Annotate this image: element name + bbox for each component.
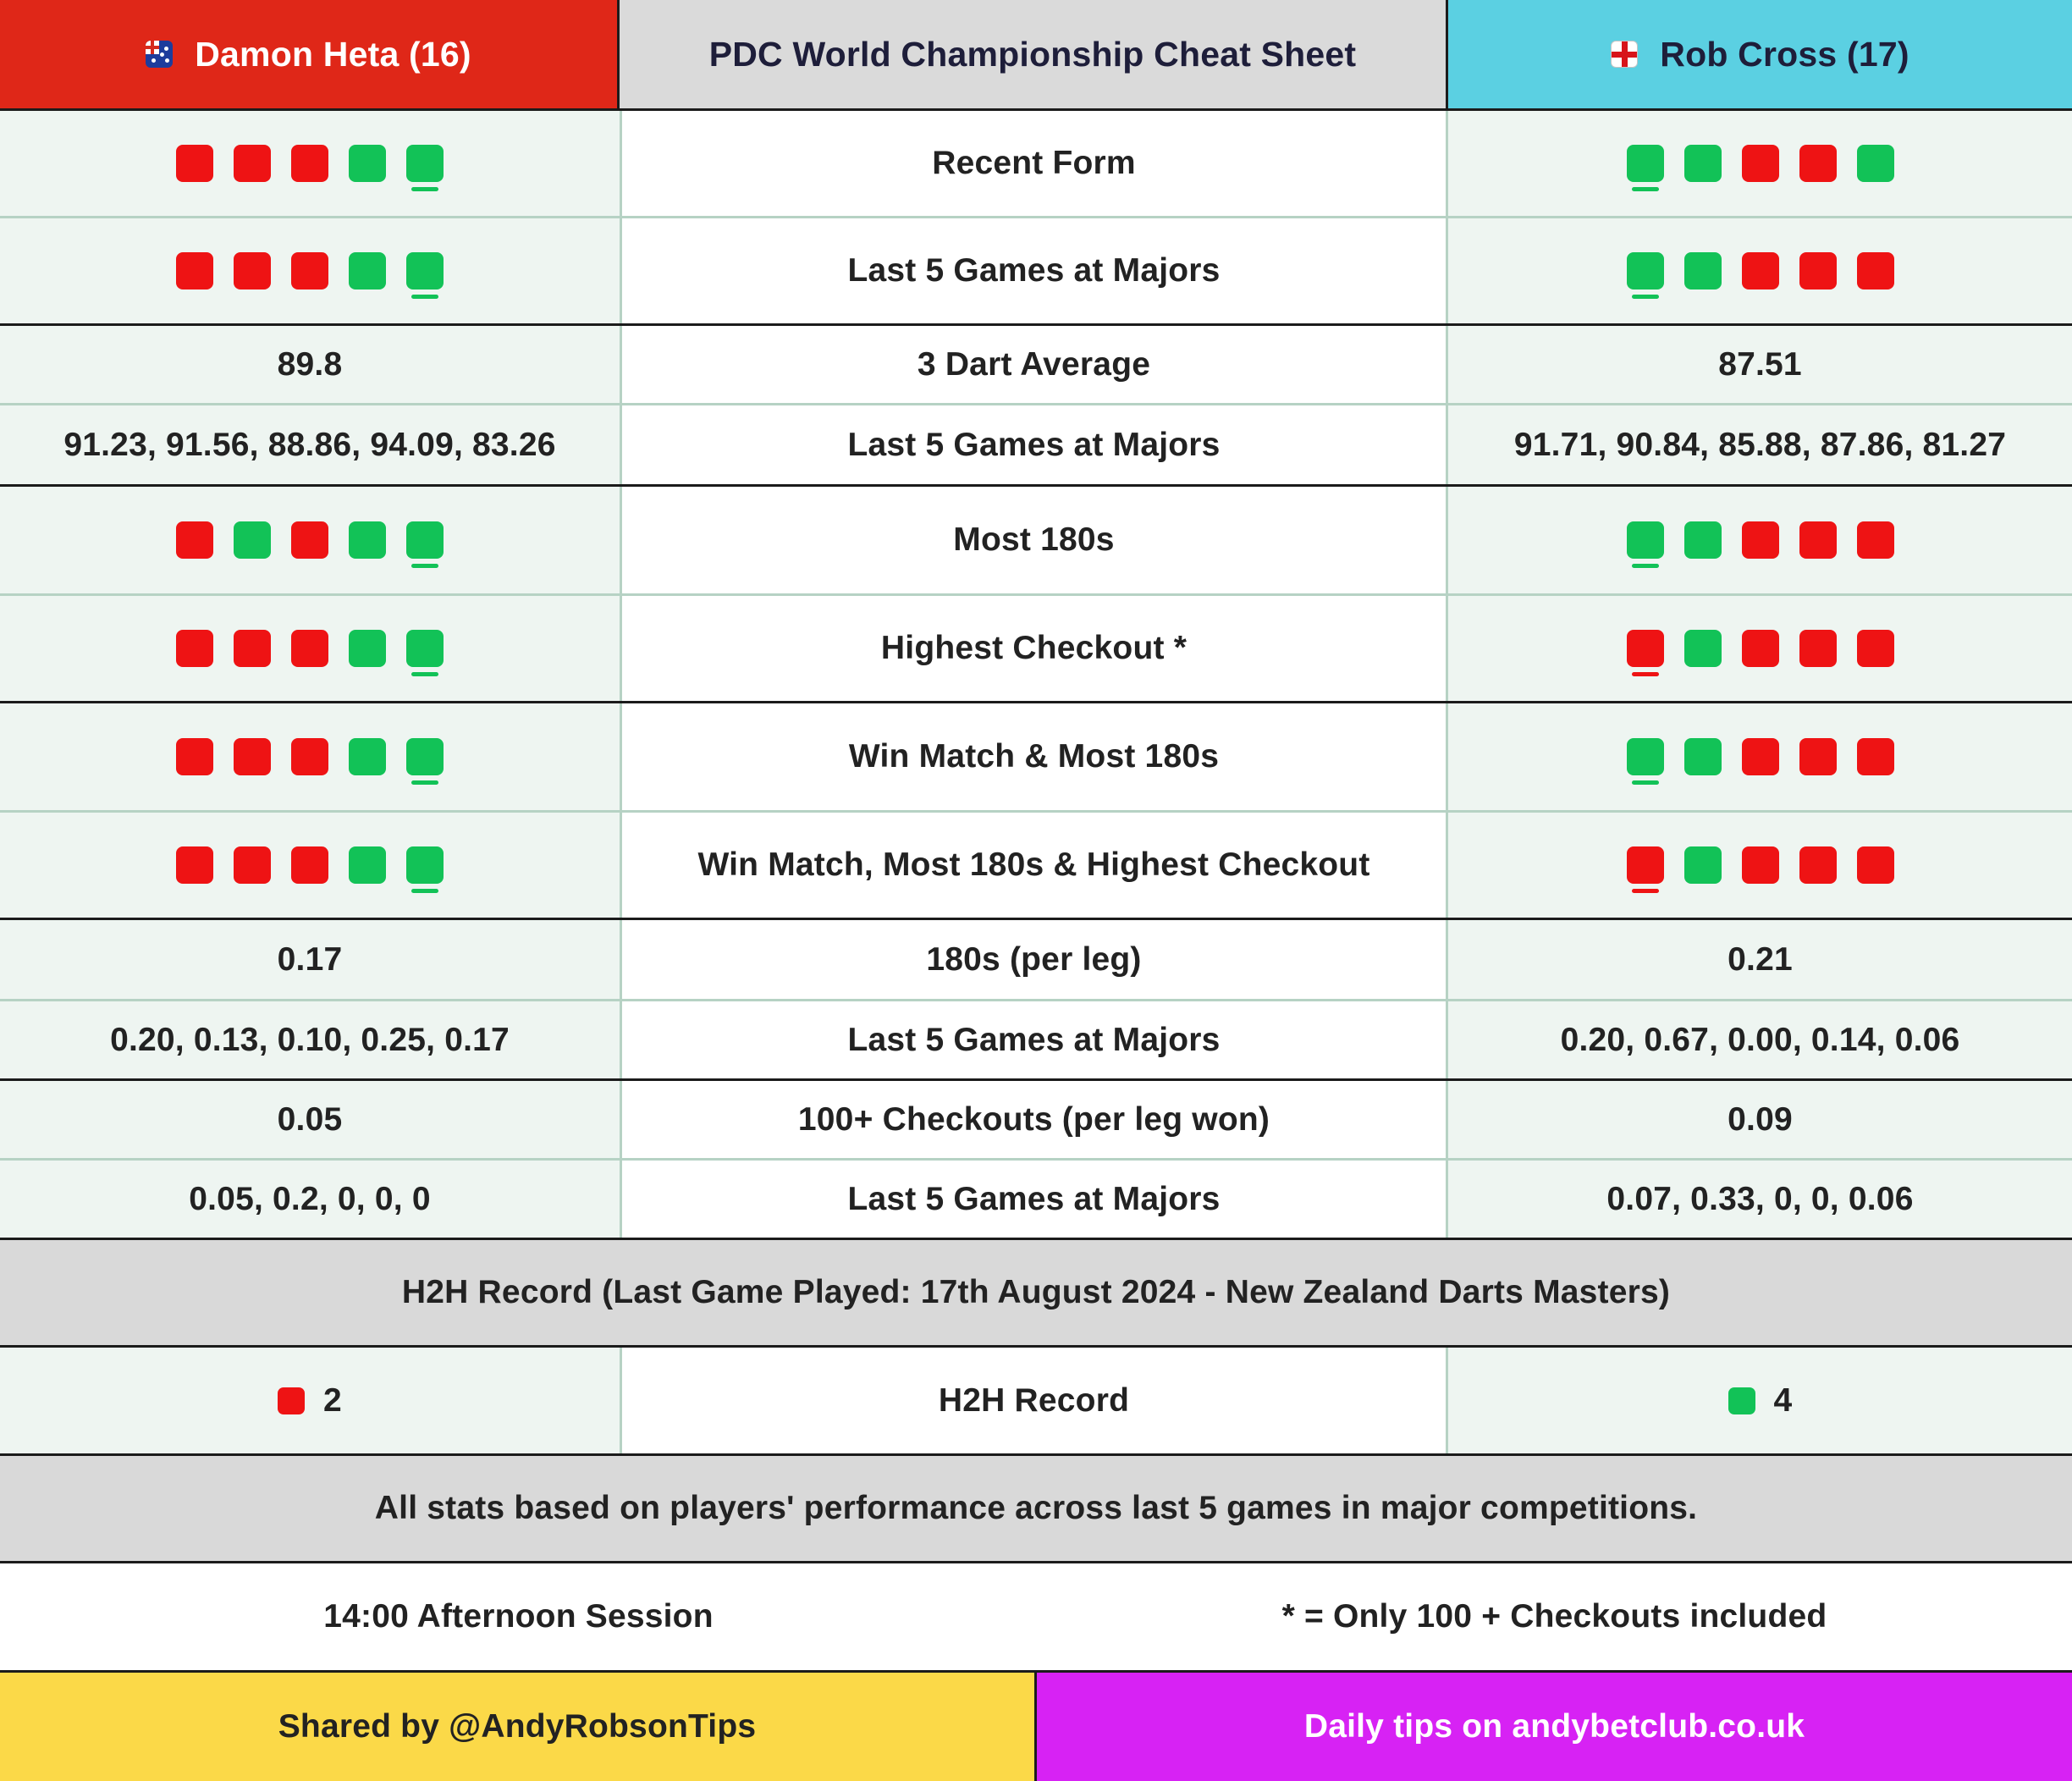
stat-label: Last 5 Games at Majors [847,1180,1221,1217]
left-checkouts: 0.05 [277,1100,343,1138]
right-player-name: Rob Cross (17) [1660,34,1909,74]
loss-square [291,630,328,667]
left-checkouts-last5: 0.05, 0.2, 0, 0, 0 [189,1180,431,1217]
most-180s-row [0,487,2072,593]
loss-square [176,630,213,667]
stat-label: Most 180s [953,521,1115,558]
loss-square [234,630,271,667]
left-per-leg-last5: 0.20, 0.13, 0.10, 0.25, 0.17 [110,1021,510,1058]
per-leg-row [0,920,2072,999]
h2h-banner-text: H2H Record (Last Game Played: 17th August 2024 - New Zealand Darts Masters) [401,1274,1671,1310]
checkouts-row [0,1081,2072,1158]
loss-square [1857,252,1894,289]
right-average: 87.51 [1718,345,1802,383]
h2h-record-row [0,1348,2072,1453]
loss-square [234,846,271,884]
loss-square [1799,738,1837,775]
win-square [349,521,386,559]
win-square [349,145,386,182]
loss-square [176,738,213,775]
h2h-banner [0,1240,2072,1345]
win-most-180s-row [0,703,2072,810]
win-square [234,521,271,559]
win-square [406,630,444,667]
session-text: 14:00 Afternoon Session [323,1598,714,1635]
loss-square [1799,521,1837,559]
win-square [1627,738,1664,775]
england-flag-icon [1611,41,1638,68]
loss-square [176,252,213,289]
shared-by-text: Shared by @AndyRobsonTips [278,1708,757,1745]
right-per-leg-last5: 0.20, 0.67, 0.00, 0.14, 0.06 [1560,1021,1960,1058]
right-per-leg: 0.21 [1728,940,1793,978]
win-square [406,145,444,182]
per-leg-last5-row [0,1001,2072,1078]
left-player-header [0,0,620,108]
majors-form-row [0,218,2072,323]
stats-note-text: All stats based on players' performance across last 5 games in major competitions. [374,1490,1698,1526]
stat-label: H2H Record [938,1381,1130,1419]
left-win-180s-squares [176,738,444,775]
stat-label: 3 Dart Average [917,345,1151,383]
shared-by-banner [0,1673,1037,1781]
stat-label: 100+ Checkouts (per leg won) [797,1100,1270,1138]
loss-square [1857,738,1894,775]
win-indicator-icon [1728,1387,1755,1414]
daily-tips-link[interactable]: Daily tips on andybetclub.co.uk [1303,1708,1805,1745]
win-square [349,252,386,289]
average-row [0,326,2072,403]
footer-row [0,1673,2072,1781]
right-majors-squares [1627,252,1894,289]
stat-label: Last 5 Games at Majors [847,426,1221,463]
stat-label: Win Match & Most 180s [848,738,1220,775]
right-checkouts: 0.09 [1728,1100,1793,1138]
win-square [1684,846,1722,884]
left-average-last5: 91.23, 91.56, 88.86, 94.09, 83.26 [63,426,556,463]
win-square [1627,252,1664,289]
win-square [349,738,386,775]
loss-square [176,521,213,559]
left-average: 89.8 [277,345,343,383]
sheet-title-text: PDC World Championship Cheat Sheet [708,34,1357,74]
right-most-180s-squares [1627,521,1894,559]
session-row [0,1563,2072,1670]
loss-square [291,846,328,884]
loss-square [1627,630,1664,667]
loss-square [1742,521,1779,559]
win-square [406,252,444,289]
left-most-180s-squares [176,521,444,559]
win-square [1857,145,1894,182]
right-average-last5: 91.71, 90.84, 85.88, 87.86, 81.27 [1513,426,2007,463]
stat-label: Win Match, Most 180s & Highest Checkout [697,846,1370,883]
win-square [1684,145,1722,182]
loss-square [1857,521,1894,559]
loss-square [291,738,328,775]
left-treble-squares [176,846,444,884]
loss-square [234,738,271,775]
stat-label: 180s (per leg) [926,940,1142,978]
loss-square [1857,630,1894,667]
daily-tips-banner[interactable] [1037,1673,2072,1781]
win-square [1627,145,1664,182]
highest-checkout-row [0,596,2072,701]
win-180s-checkout-row [0,813,2072,918]
loss-square [291,145,328,182]
loss-square [176,846,213,884]
loss-indicator-icon [278,1387,305,1414]
stat-label: Last 5 Games at Majors [847,252,1221,289]
australia-flag-icon [146,41,173,68]
loss-square [1742,738,1779,775]
win-square [406,846,444,884]
right-form-squares [1627,145,1894,182]
right-win-180s-squares [1627,738,1894,775]
loss-square [1799,846,1837,884]
win-square [349,630,386,667]
loss-square [234,145,271,182]
win-square [1684,521,1722,559]
checkout-note-text: * = Only 100 + Checkouts included [1281,1598,1827,1635]
loss-square [1742,846,1779,884]
loss-square [1742,252,1779,289]
stats-note-banner [0,1456,2072,1561]
right-checkouts-last5: 0.07, 0.33, 0, 0, 0.06 [1606,1180,1914,1217]
right-h2h-wins: 4 [1773,1381,1793,1419]
loss-square [1799,630,1837,667]
win-square [1684,738,1722,775]
loss-square [291,521,328,559]
win-square [1627,521,1664,559]
loss-square [1799,145,1837,182]
win-square [406,521,444,559]
stat-label: Highest Checkout * [880,630,1188,666]
loss-square [1857,846,1894,884]
left-majors-squares [176,252,444,289]
stat-label: Last 5 Games at Majors [847,1021,1221,1058]
left-form-squares [176,145,444,182]
loss-square [1742,630,1779,667]
checkouts-last5-row [0,1161,2072,1238]
stat-label: Recent Form [932,145,1136,181]
loss-square [291,252,328,289]
sheet-title [620,0,1448,108]
win-square [1684,252,1722,289]
loss-square [234,252,271,289]
right-treble-squares [1627,846,1894,884]
loss-square [1742,145,1779,182]
win-square [406,738,444,775]
loss-square [1799,252,1837,289]
recent-form-row [0,111,2072,216]
win-square [349,846,386,884]
average-last5-row [0,405,2072,484]
left-checkout-squares [176,630,444,667]
loss-square [1627,846,1664,884]
left-per-leg: 0.17 [277,940,343,978]
right-checkout-squares [1627,630,1894,667]
loss-square [176,145,213,182]
header-row [0,0,2072,108]
right-player-header [1448,0,2072,108]
left-h2h-wins: 2 [323,1381,342,1419]
left-player-name: Damon Heta (16) [195,34,471,74]
win-square [1684,630,1722,667]
